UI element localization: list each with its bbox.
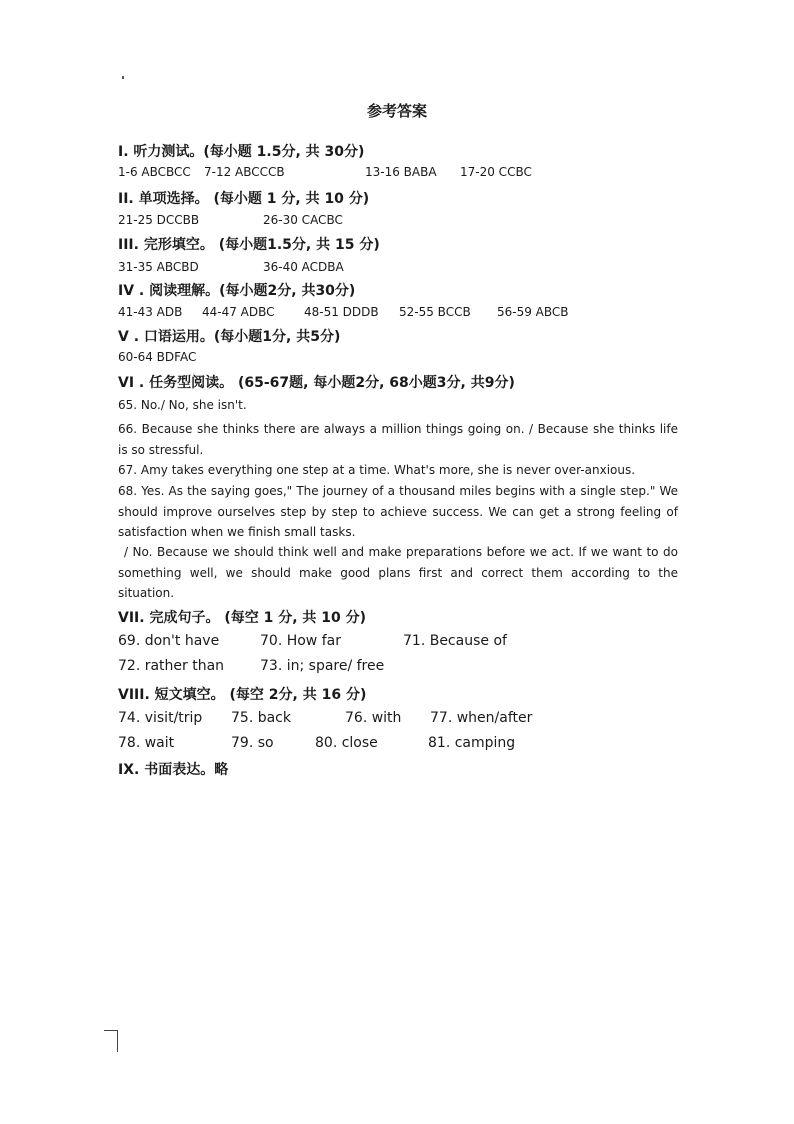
section-heading-complete-sentences: VII. 完成句子。 (每空 1 分, 共 10 分)	[118, 610, 367, 626]
section-heading-reading: IV . 阅读理解。(每小题2分, 共30分)	[118, 283, 356, 299]
answer-group: 41-43 ADB	[118, 305, 183, 319]
answer-item: 74. visit/trip	[118, 710, 203, 726]
answer-group: 36-40 ACDBA	[263, 260, 344, 274]
answer-66: 66. Because she thinks there are always a million things going on. / Because she thinks life is so stressful.	[118, 422, 678, 457]
section-heading-speaking: V . 口语运用。(每小题1分, 共5分)	[118, 329, 341, 345]
answer-item: 78. wait	[118, 735, 175, 751]
answer-group: 13-16 BABA	[365, 165, 437, 179]
answer-group: 52-55 BCCB	[399, 305, 471, 319]
section-heading-listening: I. 听力测试。(每小题 1.5分, 共 30分)	[118, 144, 365, 160]
answer-item: 76. with	[345, 710, 402, 726]
answer-group: 56-59 ABCB	[497, 305, 569, 319]
answer-group: 31-35 ABCBD	[118, 260, 199, 274]
section-heading-task-reading: VI . 任务型阅读。 (65-67题, 每小题2分, 68小题3分, 共9分)	[118, 375, 515, 391]
scan-mark	[104, 1030, 118, 1031]
answer-group: 1-6 ABCBCC	[118, 165, 191, 179]
answer-group: 48-51 DDDB	[304, 305, 379, 319]
answer-item: 72. rather than	[118, 658, 225, 674]
answer-item: 73. in; spare/ free	[260, 658, 385, 674]
page-title: 参考答案	[366, 102, 427, 120]
answer-68-no: / No. Because we should think well and make preparations before we act. If we want to do something well, we should make good plans first and correct them according to the situation.	[118, 545, 678, 600]
answer-group: 7-12 ABCCCB	[204, 165, 285, 179]
answer-group: 17-20 CCBC	[460, 165, 532, 179]
answer-item: 71. Because of	[403, 633, 507, 649]
answer-65: 65. No./ No, she isn't.	[118, 398, 247, 412]
section-heading-single-choice: II. 单项选择。 (每小题 1 分, 共 10 分)	[118, 191, 370, 207]
section-heading-cloze: III. 完形填空。 (每小题1.5分, 共 15 分)	[118, 237, 380, 253]
answer-68-yes: 68. Yes. As the saying goes," The journey of a thousand miles begins with a single step." We should improve ourselves step by step to achieve success. We can get a strong feeling of satisfaction when we finish small tasks.	[118, 484, 678, 539]
scan-mark	[117, 1030, 118, 1052]
answer-group: 21-25 DCCBB	[118, 213, 200, 227]
answer-item: 75. back	[231, 710, 291, 726]
answer-item: 81. camping	[428, 735, 516, 751]
answer-item: 77. when/after	[430, 710, 533, 726]
answer-item: 69. don't have	[118, 633, 220, 649]
answer-item: 79. so	[231, 735, 274, 751]
answer-group: 44-47 ADBC	[202, 305, 275, 319]
scan-mark	[122, 76, 124, 79]
answer-67: 67. Amy takes everything one step at a time. What's more, she is never over-anxious.	[118, 463, 636, 477]
answer-group: 26-30 CACBC	[263, 213, 343, 227]
answer-item: 80. close	[315, 735, 378, 751]
section-heading-passage-fill: VIII. 短文填空。 (每空 2分, 共 16 分)	[118, 687, 367, 703]
answer-group: 60-64 BDFAC	[118, 350, 197, 364]
answer-item: 70. How far	[260, 633, 341, 649]
section-heading-writing: IX. 书面表达。略	[118, 762, 229, 778]
